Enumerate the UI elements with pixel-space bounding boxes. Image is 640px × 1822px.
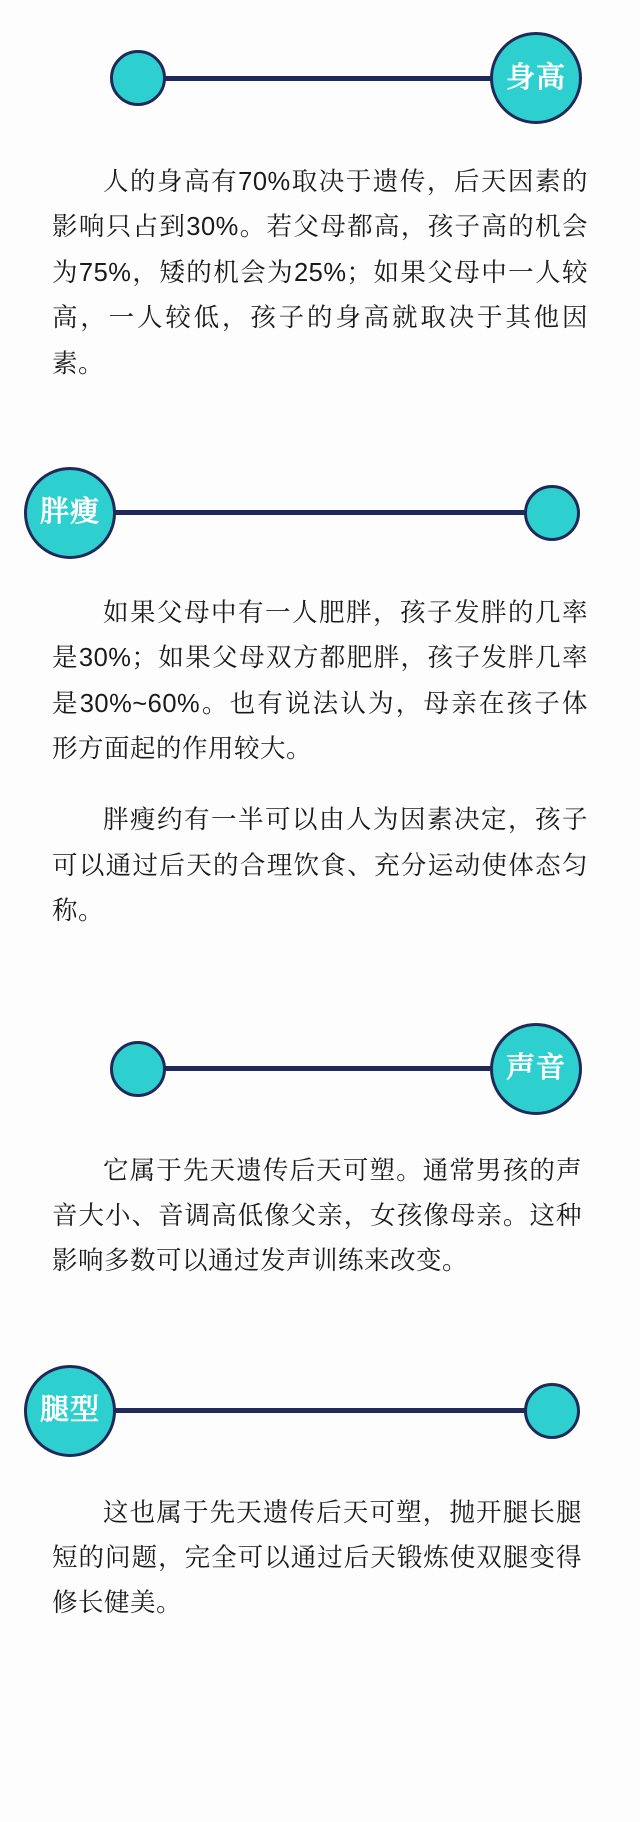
section-header-height [0, 22, 640, 134]
section-weight [0, 423, 640, 971]
paragraph: 人的身高有70%取决于遗传，后天因素的影响只占到30%。若父母都高，孩子高的机会为75%，矮的机会为25%；如果父母中一人较高，一人较低，孩子的身高就取决于其他因素。 [52, 168, 588, 378]
section-voice [0, 971, 640, 1321]
section-label-text: 胖瘦 [39, 496, 100, 529]
section-body-height [0, 134, 640, 387]
section-body-leg-shape [0, 1467, 640, 1627]
section-label-bubble-voice [490, 1023, 582, 1115]
paragraph: 这也属于先天遗传后天可塑，抛开腿长腿短的问题，完全可以通过后天锻炼使双腿变得修长健美。 [52, 1498, 582, 1618]
section-header-voice [0, 1013, 640, 1125]
connector-line [164, 1066, 492, 1071]
paragraph: 它属于先天遗传后天可塑。通常男孩的声音大小、音调高低像父亲，女孩像母亲。这种影响多数可以通过发声训练来改变。 [52, 1156, 582, 1276]
connector-line [114, 510, 526, 515]
section-header-leg-shape [0, 1355, 640, 1467]
section-label-bubble-height [490, 32, 582, 124]
section-body-weight [0, 569, 640, 935]
section-label-text: 声音 [505, 1052, 566, 1084]
decorative-dot-right [524, 1383, 580, 1439]
decorative-dot-right [524, 485, 580, 541]
decorative-dot-left [110, 1041, 166, 1097]
connector-line [164, 76, 492, 81]
decorative-dot-left [110, 50, 166, 106]
connector-line [114, 1408, 526, 1413]
section-label-text: 腿型 [39, 1394, 100, 1427]
section-label-bubble-weight [24, 467, 116, 559]
section-label-bubble-leg-shape [24, 1365, 116, 1457]
paragraph: 如果父母中有一人肥胖，孩子发胖的几率是30%；如果父母双方都肥胖，孩子发胖几率是30%~60%。也有说法认为，母亲在孩子体形方面起的作用较大。 [52, 598, 588, 763]
section-header-weight [0, 457, 640, 569]
section-body-voice [0, 1125, 640, 1285]
section-leg-shape [0, 1321, 640, 1663]
paragraph: 胖瘦约有一半可以由人为因素决定，孩子可以通过后天的合理饮食、充分运动使体态匀称。 [52, 806, 588, 926]
section-height [0, 0, 640, 423]
section-label-text: 身高 [505, 61, 566, 94]
